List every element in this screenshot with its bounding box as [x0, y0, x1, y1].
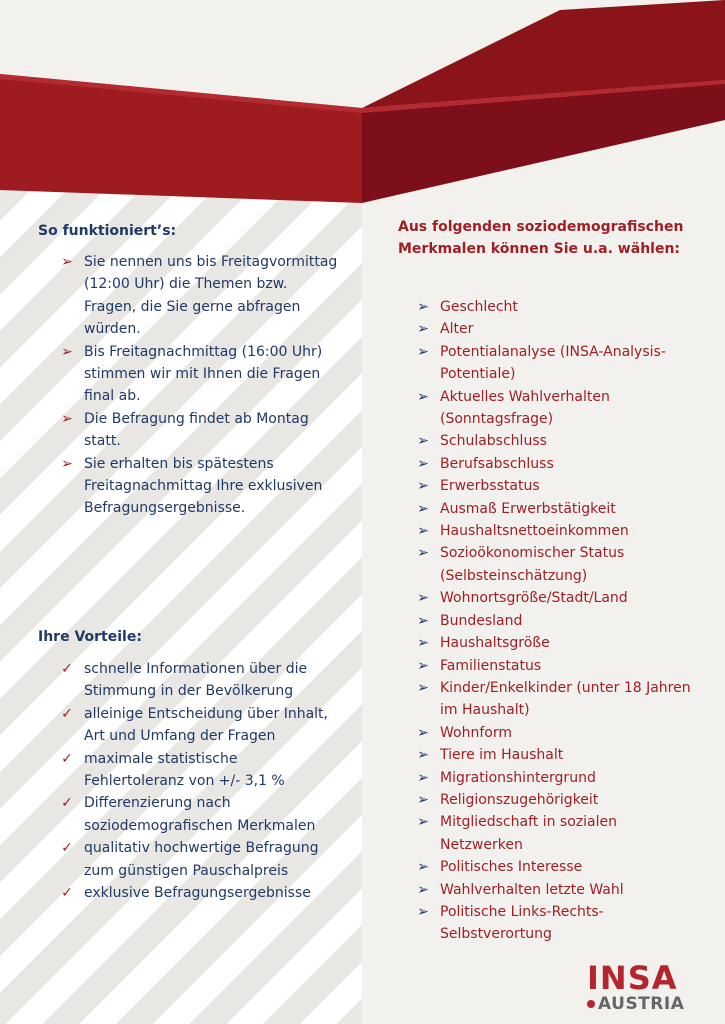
- arrow-icon: ➢: [417, 590, 429, 607]
- arrow-icon: ➢: [417, 747, 429, 764]
- advantages-list: [58, 658, 338, 904]
- advantages-heading: Ihre Vorteile:: [38, 629, 142, 645]
- arrow-icon: ➢: [417, 881, 429, 898]
- arrow-icon: ➢: [417, 724, 429, 741]
- list-item: ➢ Politisches Interesse: [414, 856, 704, 878]
- logo-insa-text: INSA: [587, 959, 678, 997]
- arrow-icon: ➢: [417, 903, 429, 920]
- list-item: ➢ Wohnortsgröße/Stadt/Land: [414, 587, 704, 609]
- list-item: ✓ qualitativ hochwertige Befragung zum günstigen Pauschalpreis: [58, 837, 338, 882]
- how-it-works-list: [58, 251, 338, 520]
- list-item: ➢ Mitgliedschaft in sozialen Netzwerken: [414, 811, 704, 856]
- header-banner: [0, 0, 725, 210]
- check-icon: ✓: [61, 705, 73, 722]
- list-item: ➢ Sie nennen uns bis Freitagvormittag (12:00 Uhr) die Themen bzw. Fragen, die Sie gerne abfragen würden.: [58, 251, 338, 341]
- arrow-icon: ➢: [417, 791, 429, 808]
- check-icon: ✓: [61, 840, 73, 857]
- arrow-icon: ➢: [61, 455, 73, 472]
- arrow-icon: ➢: [417, 321, 429, 338]
- arrow-icon: ➢: [417, 478, 429, 495]
- list-item: ➢ Familienstatus: [414, 655, 704, 677]
- arrow-icon: ➢: [61, 254, 73, 270]
- check-icon: ✓: [61, 885, 73, 902]
- features-heading: [398, 216, 683, 260]
- list-item: ➢ Sie erhalten bis spätestens Freitagnachmittag Ihre exklusiven Befragungsergebnisse.: [58, 453, 338, 520]
- features-list: [414, 296, 704, 946]
- logo-austria-text: AUSTRIA: [598, 994, 685, 1014]
- list-item: ✓ exklusive Befragungsergebnisse: [58, 882, 338, 904]
- list-item: ➢ Potentialanalyse (INSA-Analysis-Potentiale): [414, 341, 704, 386]
- list-item: ➢ Schulabschluss: [414, 430, 704, 452]
- arrow-icon: ➢: [417, 455, 429, 472]
- arrow-icon: ➢: [417, 299, 429, 315]
- arrow-icon: ➢: [417, 679, 429, 696]
- how-it-works-heading: So funktioniert’s:: [38, 223, 177, 239]
- list-item: ➢ Religionszugehörigkeit: [414, 789, 704, 811]
- arrow-icon: ➢: [417, 545, 429, 562]
- arrow-icon: ➢: [417, 433, 429, 450]
- list-item: ➢ Berufsabschluss: [414, 453, 704, 475]
- insa-austria-logo: [587, 959, 717, 1014]
- list-item: ➢ Wohnform: [414, 722, 704, 744]
- list-item: ✓ maximale statistische Fehlertoleranz von +/- 3,1 %: [58, 748, 338, 793]
- arrow-icon: ➢: [417, 769, 429, 786]
- list-item: ➢ Haushaltsnettoeinkommen: [414, 520, 704, 542]
- list-item: ✓ schnelle Informationen über die Stimmung in der Bevölkerung: [58, 658, 338, 703]
- list-item: ➢ Bis Freitagnachmittag (16:00 Uhr) stimmen wir mit Ihnen die Fragen final ab.: [58, 341, 338, 408]
- list-item: ➢ Kinder/Enkelkinder (unter 18 Jahren im Haushalt): [414, 677, 704, 722]
- list-item: ➢ Migrationshintergrund: [414, 767, 704, 789]
- list-item: ➢ Wahlverhalten letzte Wahl: [414, 879, 704, 901]
- arrow-icon: ➢: [417, 343, 429, 360]
- logo-austria-row: [587, 995, 717, 1013]
- arrow-icon: ➢: [417, 523, 429, 540]
- list-item: ➢ Alter: [414, 318, 704, 340]
- list-item: ➢ Haushaltsgröße: [414, 632, 704, 654]
- arrow-icon: ➢: [417, 814, 429, 831]
- arrow-icon: ➢: [61, 410, 73, 427]
- features-heading-line1: Aus folgenden soziodemografischen: [398, 219, 684, 235]
- arrow-icon: ➢: [417, 859, 429, 876]
- check-icon: ✓: [61, 661, 73, 677]
- list-item: ➢ Politische Links-Rechts-Selbstverortung: [414, 901, 704, 946]
- list-item: ➢ Sozioökonomischer Status (Selbsteinschätzung): [414, 542, 704, 587]
- arrow-icon: ➢: [417, 612, 429, 629]
- list-item: ➢ Ausmaß Erwerbstätigkeit: [414, 498, 704, 520]
- check-icon: ✓: [61, 750, 73, 767]
- list-item: ➢ Die Befragung findet ab Montag statt.: [58, 408, 338, 453]
- arrow-icon: ➢: [61, 343, 73, 360]
- arrow-icon: ➢: [417, 635, 429, 652]
- list-item: ➢ Erwerbsstatus: [414, 475, 704, 497]
- list-item: ➢ Geschlecht: [414, 296, 704, 318]
- arrow-icon: ➢: [417, 500, 429, 517]
- list-item: ➢ Tiere im Haushalt: [414, 744, 704, 766]
- list-item: ✓ Differenzierung nach soziodemografischen Merkmalen: [58, 792, 338, 837]
- list-item: ➢ Aktuelles Wahlverhalten (Sonntagsfrage): [414, 386, 704, 431]
- check-icon: ✓: [61, 795, 73, 812]
- list-item: ➢ Bundesland: [414, 610, 704, 632]
- features-heading-line2: Merkmalen können Sie u.a. wählen:: [398, 241, 681, 257]
- arrow-icon: ➢: [417, 388, 429, 405]
- list-item: ✓ alleinige Entscheidung über Inhalt, Art und Umfang der Fragen: [58, 703, 338, 748]
- arrow-icon: ➢: [417, 657, 429, 674]
- logo-dot-icon: [587, 1000, 595, 1008]
